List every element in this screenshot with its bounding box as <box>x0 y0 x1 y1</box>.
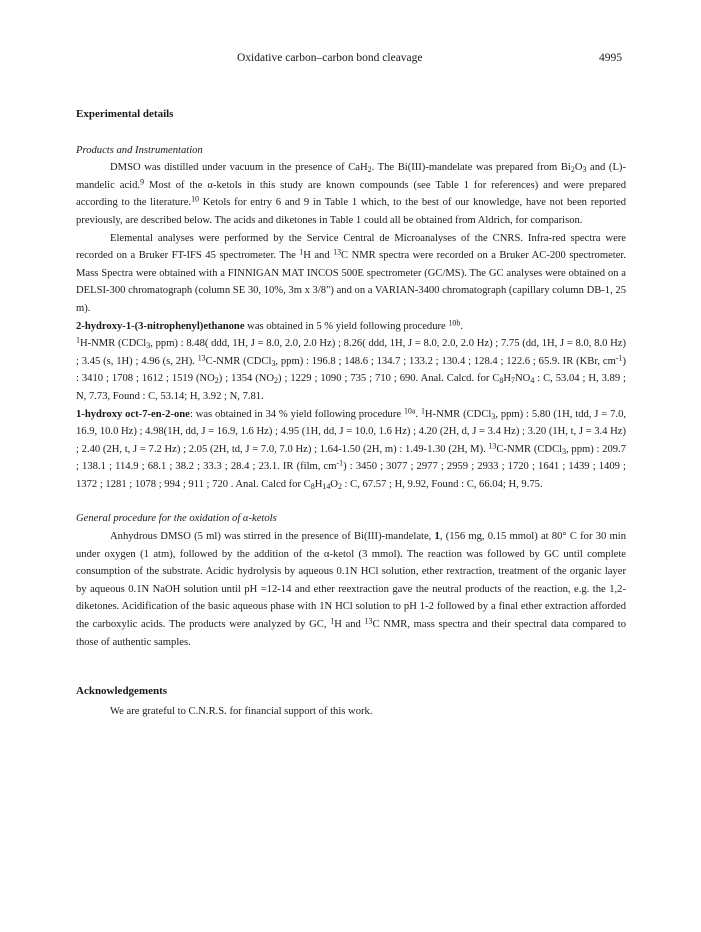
experimental-heading: Experimental details <box>76 108 174 120</box>
compound-2-name: 1-hydroxy oct-7-en-2-one <box>76 408 190 420</box>
article-body <box>76 106 626 720</box>
compound-1-paragraph: 2-hydroxy-1-(3-nitrophenyl)ethanone was obtained in 5 % yield following procedure $^{10b}$. $^1$H-NMR (CDCl$_3$, ppm) : 8.48( ddd, 1H, J = 8.0, 2.0, 2.0 Hz) ; 8.26( ddd, 1H, J = 8.0, 2.0, 2.0 Hz) ; 7.75 (dd, 1H, J = 8.0, 8.0 Hz) ; 3.45 (s, 1H) ; 4.96 (s, 2H). $^{13}$C-NMR (CDCl$_3$, ppm) : 196.8 ; 148.6 ; 134.7 ; 133.2 ; 130.4 ; 128.4 ; 122.6 ; 65.9. IR (KBr, $cm^{-1}$) : 3410 ; 1708 ; 1612 ; 1519 $(NO_2)$ ; 1354 $(NO_2)$ ; 1229 ; 1090 ; 735 ; 710 ; 690. Anal. Calcd. for $C_8H_7NO_4$ : C, 53.04 ; H, 3.89 ; N, 7.73, Found : C, 53.14; H, 3.92 ; N, 7.81. <box>76 317 627 402</box>
compound-1-name: 2-hydroxy-1-(3-nitrophenyl)ethanone <box>76 320 245 332</box>
general-procedure-paragraph: Anhydrous DMSO (5 ml) was stirred in the presence of Bi(III)-mandelate, 1, (156 mg, 0.15 mmol) at 80° C for 30 min under oxygen (1 atm), followed by the addition of the α-ketol (3 mmol). The reaction was followed by GC until complete consumption of the substrate. Acidic hydrolysis by aqueous 0.1N HCl solution, ether rextraction, treatment of the organic layer by aqueous 0.1N NaOH solution until pH =12-14 and ether reextraction gave the neutral products of the reaction, e.g. the 1,2-diketones. Acidification of the basic aqueous phase with 1N HCl solution to pH 1-2 followed by a final ether extraction afforded the carboxylic acids. The products were analyzed by GC, $^1$H and $^{13}$C NMR, mass spectra and their spectral data compared to those of authentic samples. <box>76 531 626 648</box>
products-heading: Products and Instrumentation <box>76 144 203 156</box>
acknowledgements-text: We are grateful to C.N.R.S. for financial support of this work. <box>110 705 373 717</box>
page-number: 4995 <box>599 52 622 64</box>
solvent-preparation-paragraph: DMSO was distilled under vacuum in the presence of CaH$_2$. The Bi(III)-mandelate was prepared from $Bi_2O_3$ and (L)-mandelic acid.$^9$ Most of the α-ketols in this study are known compounds (see Table 1 for references) and were prepared according to the literature.$^{10}$ Ketols for entry 6 and 9 in Table 1 which, to the best of our knowledge, have not been reported previously, are described below. The acids and diketones in Table 1 could all be obtained from Aldrich, for comparison. <box>76 162 627 226</box>
general-procedure-heading: General procedure for the oxidation of α-ketols <box>76 513 277 525</box>
instrumentation-paragraph: Elemental analyses were performed by the Service Central de Microanalyses of the CNRS. Infra-red spectra were recorded on a Bruker FT-IFS 45 spectrometer. The $^1$H and $^{13}$C NMR spectra were recorded on a Bruker AC-200 spectrometer. Mass Spectra were obtained with a FINNIGAN MAT INCOS 500E spectrometer (GC/MS). The GC analyses were obtained on a DELSI-300 chromatograph (column SE 30, 10%, 3m x 3/8") and on a VARIAN-3400 chromatograph (capillary column DB-1, 25 m). <box>76 232 627 314</box>
running-title: Oxidative carbon–carbon bond cleavage <box>237 52 423 64</box>
acknowledgements-heading: Acknowledgements <box>76 685 168 698</box>
compound-2-paragraph: 1-hydroxy oct-7-en-2-one: was obtained in 34 % yield following procedure $^{10a}$. $^1$H-NMR (CDCl$_3$, ppm) : 5.80 (1H, tdd, J = 7.0, 16.9, 10.0 Hz) ; 4.98(1H, dd, J = 16.9, 1.6 Hz) ; 4.95 (1H, dd, J = 10.0, 1.6 Hz) ; 4.20 (2H, d, J = 3.4 Hz) ; 3.20 (1H, t, J = 3.4 Hz) ; 2.40 (2H, t, J = 7.2 Hz) ; 2.05 (2H, td, J = 7.0, 7.0 Hz) ; 1.64-1.50 (2H, m) : 1.49-1.30 (2H, M). $^{13}$C-NMR (CDCl$_3$, ppm) : 209.7 ; 138.1 ; 114.9 ; 68.1 ; 38.2 ; 33.3 ; 28.4 ; 23.1. IR (film, $cm^{-1}$) : 3450 ; 3077 ; 2977 ; 2959 ; 2933 ; 1720 ; 1641 ; 1439 ; 1409 ; 1372 ; 1281 ; 1078 ; 994 ; 911 ; 720 . Anal. Calcd for $C_8H_{14}O_2$ : C, 67.57 ; H, 9.92, Found : C, 66.04; H, 9.75. <box>76 405 627 491</box>
